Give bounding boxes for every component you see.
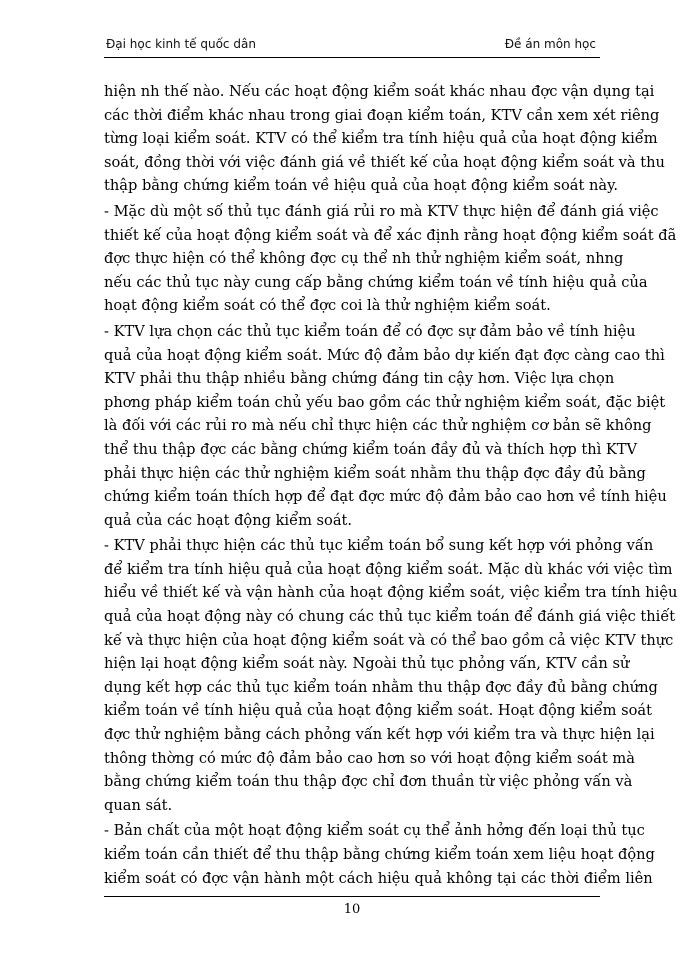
text-line: - KTV phải thực hiện các thủ tục kiểm toán bổ sung kết hợp với phỏng vấn bbox=[104, 537, 654, 555]
text-line: kiểm soát có đợc vận hành một cách hiệu quả không tại các thời điểm liên bbox=[104, 869, 653, 887]
text-line: để kiểm tra tính hiệu quả của hoạt động kiểm soát. Mặc dù khác với việc tìm bbox=[104, 560, 673, 578]
text-line: - Mặc dù một số thủ tục đánh giá rủi ro mà KTV thực hiện để đánh giá việc bbox=[104, 202, 659, 220]
header-right-text: Đề án môn học bbox=[504, 37, 596, 51]
text-line: thể thu thập đợc các bằng chứng kiểm toán đầy đủ và thích hợp thì KTV bbox=[104, 440, 638, 458]
paragraph bbox=[104, 534, 678, 817]
text-line: kiểm toán cần thiết để thu thập bằng chứng kiểm toán xem liệu hoạt động bbox=[104, 846, 655, 863]
text-line: hoạt động kiểm soát có thể đợc coi là thử nghiệm kiểm soát. bbox=[104, 297, 551, 315]
text-line: thông thờng có mức độ đảm bảo cao hơn so với hoạt động kiểm soát mà bbox=[104, 749, 635, 767]
text-line: KTV phải thu thập nhiều bằng chứng đáng tin cậy hơn. Việc lựa chọn bbox=[104, 370, 615, 388]
text-line: - Bản chất của một hoạt động kiểm soát cụ thể ảnh hởng đến loại thủ tục bbox=[104, 822, 645, 840]
text-line: bằng chứng kiểm toán thu thập đợc chỉ đơn thuần từ việc phỏng vấn và bbox=[104, 773, 633, 791]
text-line: phơng pháp kiểm toán chủ yếu bao gồm các thử nghiệm kiểm soát, đặc biệt bbox=[104, 393, 666, 411]
paragraph bbox=[104, 320, 667, 532]
text-line: đợc thử nghiệm bằng cách phỏng vấn kết hợp với kiểm tra và thực hiện lại bbox=[104, 726, 655, 744]
text-line: kế và thực hiện của hoạt động kiểm soát và có thể bao gồm cả việc KTV thực bbox=[104, 631, 674, 649]
text-line: soát, đồng thời với việc đánh giá về thiết kế của hoạt động kiểm soát và thu bbox=[104, 153, 665, 171]
text-line: hiểu về thiết kế và vận hành của hoạt động kiểm soát, việc kiểm tra tính hiệu bbox=[104, 584, 678, 602]
text-line: quan sát. bbox=[104, 796, 173, 814]
text-line: thiết kế của hoạt động kiểm soát và để xác định rằng hoạt động kiểm soát đã bbox=[104, 226, 677, 244]
text-line: hiện nh thế nào. Nếu các hoạt động kiểm soát khác nhau đợc vận dụng tại bbox=[104, 83, 655, 100]
text-line: nếu các thủ tục này cung cấp bằng chứng kiểm toán về tính hiệu quả của bbox=[104, 273, 648, 291]
paragraph bbox=[104, 200, 677, 318]
text-line: các thời điểm khác nhau trong giai đoạn kiểm toán, KTV cần xem xét riêng bbox=[104, 106, 660, 124]
text-line: thập bằng chứng kiểm toán về hiệu quả của hoạt động kiểm soát này. bbox=[104, 177, 619, 195]
paragraph bbox=[104, 819, 655, 890]
text-line: dụng kết hợp các thủ tục kiểm toán nhằm thu thập đợc đầy đủ bằng chứng bbox=[104, 678, 658, 696]
text-line: quả của hoạt động kiểm soát. Mức độ đảm bảo dự kiến đạt đợc càng cao thì bbox=[104, 346, 665, 364]
text-line: đợc thực hiện có thể không đợc cụ thể nh thử nghiệm kiểm soát, nhng bbox=[104, 250, 624, 268]
text-line: quả của các hoạt động kiểm soát. bbox=[104, 511, 353, 529]
paragraph bbox=[104, 80, 665, 198]
text-line: hiện lại hoạt động kiểm soát này. Ngoài thủ tục phỏng vấn, KTV cần sử bbox=[104, 655, 630, 673]
text-line: - KTV lựa chọn các thủ tục kiểm toán để có đợc sự đảm bảo về tính hiệu bbox=[104, 322, 636, 340]
text-line: quả của hoạt động này có chung các thủ tục kiểm toán để đánh giá việc thiết bbox=[104, 608, 676, 626]
text-line: từng loại kiểm soát. KTV có thể kiểm tra tính hiệu quả của hoạt động kiểm bbox=[104, 130, 658, 148]
text-line: là đối với các rủi ro mà nếu chỉ thực hiện các thử nghiệm cơ bản sẽ không bbox=[104, 417, 652, 435]
body-text bbox=[104, 80, 678, 892]
page-header bbox=[104, 35, 600, 58]
text-line: kiểm toán về tính hiệu quả của hoạt động kiểm soát. Hoạt động kiểm soát bbox=[104, 702, 652, 720]
text-line: phải thực hiện các thử nghiệm kiểm soát nhằm thu thập đợc đầy đủ bằng bbox=[104, 464, 646, 482]
footer-rule bbox=[104, 896, 600, 897]
header-left-text: Đại học kinh tế quốc dân bbox=[106, 37, 256, 51]
page-number: 10 bbox=[343, 902, 361, 917]
text-line: chứng kiểm toán thích hợp để đạt đợc mức độ đảm bảo cao hơn về tính hiệu bbox=[104, 488, 667, 506]
